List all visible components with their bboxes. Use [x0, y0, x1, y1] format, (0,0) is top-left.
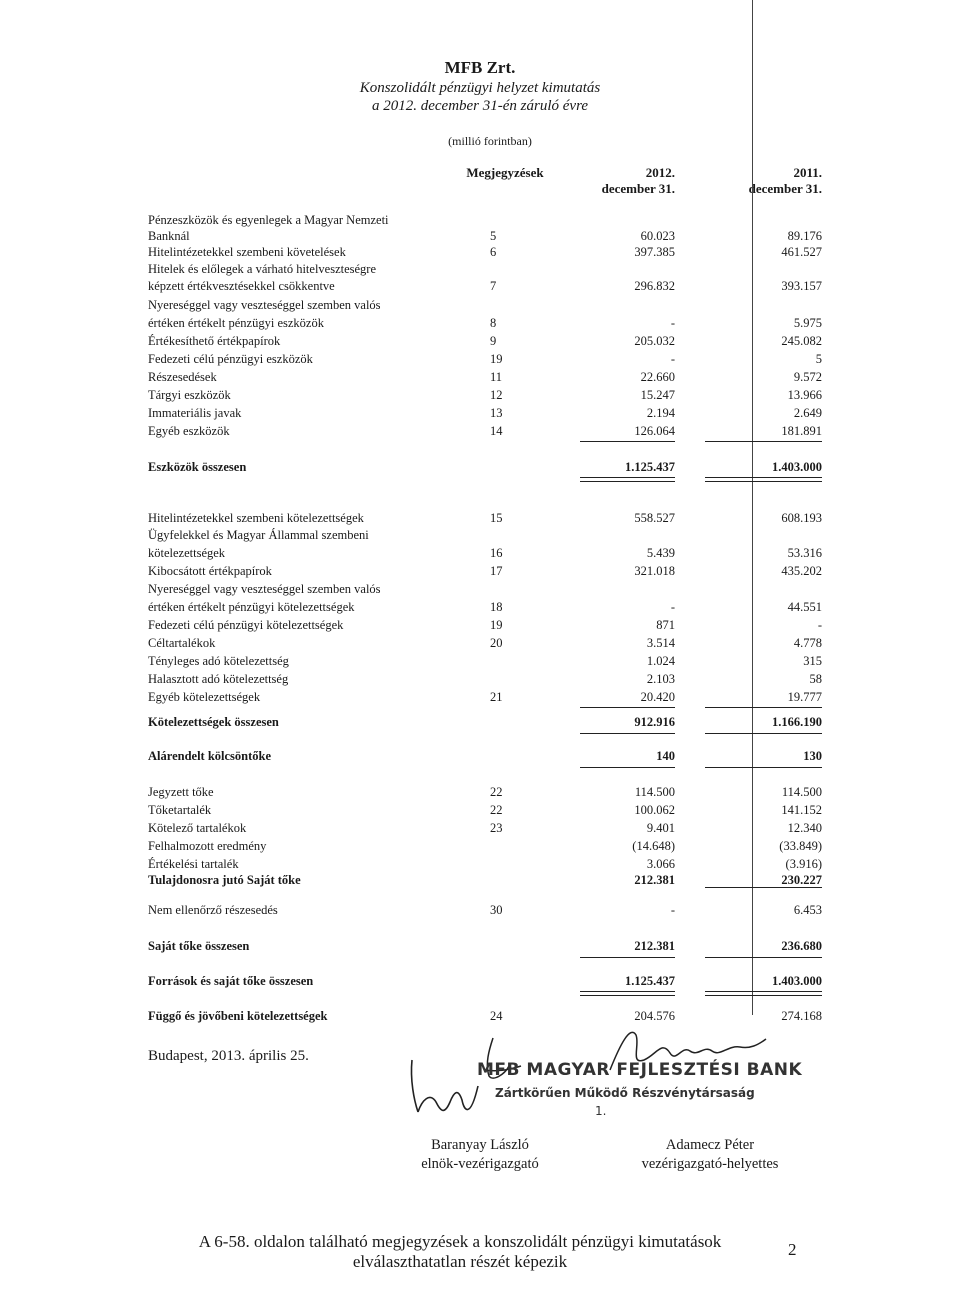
subtotal-rule [705, 707, 822, 708]
table-row: Tőketartalék 22 100.062 141.152 [148, 803, 822, 817]
table-row: Értékesíthető értékpapírok 9 205.032 245.082 [148, 334, 822, 348]
place-date: Budapest, 2013. április 25. [148, 1048, 309, 1064]
signatory-name: Adamecz Péter [665, 1137, 755, 1153]
total-row-assets: Eszközök összesen 1.125.437 1.403.000 [148, 460, 822, 474]
signatory-1 [380, 1136, 580, 1174]
table-row: Fedezeti célú pénzügyi kötelezettségek 19 871 - [148, 618, 822, 632]
row-subordinated-loan: Alárendelt kölcsöntőke 140 130 [148, 749, 822, 763]
page-number: 2 [788, 1240, 797, 1259]
statement-title: Konszolidált pénzügyi helyzet kimutatás [359, 80, 601, 96]
total-rule [580, 767, 675, 768]
stamp-number: 1. [595, 1104, 607, 1118]
table-row: Egyéb eszközök 14 126.064 181.891 [148, 424, 822, 438]
table-row: Értékelési tartalék 3.066 (3.916) [148, 857, 822, 871]
footer-line: elválaszthatatlan részét képezik [352, 1252, 568, 1271]
subtotal-rule [705, 441, 822, 442]
table-row: Kötelező tartalékok 23 9.401 12.340 [148, 821, 822, 835]
total-rule [580, 991, 675, 996]
total-rule [705, 991, 822, 996]
table-row: értéken értékelt pénzügyi eszközök 8 - 5.975 [148, 316, 822, 330]
table-row: értéken értékelt pénzügyi kötelezettségek 18 - 44.551 [148, 600, 822, 614]
row-contingent: Függő és jövőbeni kötelezettségek 24 204.576 274.168 [148, 1009, 822, 1023]
total-rule [705, 733, 822, 734]
signatory-2 [600, 1136, 820, 1174]
signatory-title: vezérigazgató-helyettes [641, 1156, 779, 1172]
total-row-liabilities: Kötelezettségek összesen 912.916 1.166.190 [148, 715, 822, 729]
total-rule [705, 767, 822, 768]
table-row: Pénzeszközök és egyenlegek a Magyar Nemzeti [148, 213, 389, 227]
table-row: Céltartalékok 20 3.514 4.778 [148, 636, 822, 650]
table-row: Hitelek és előlegek a várható hitelveszteségre [148, 262, 377, 276]
total-rule [580, 957, 675, 958]
table-row: Nyereséggel vagy veszteséggel szemben valós [148, 298, 381, 312]
table-row: Banknál 5 60.023 89.176 [148, 229, 822, 243]
table-row: Felhalmozott eredmény (14.648) (33.849) [148, 839, 822, 853]
table-row: Kibocsátott értékpapírok 17 321.018 435.202 [148, 564, 822, 578]
company-name: MFB Zrt. [444, 58, 516, 77]
col-header-2012: 2012. december 31. [601, 165, 675, 196]
table-row: Tárgyi eszközök 12 15.247 13.966 [148, 388, 822, 402]
table-row: képzett értékvesztésekkel csökkentve 7 296.832 393.157 [148, 279, 822, 293]
unit-note: (millió forintban) [448, 134, 532, 148]
total-rule [580, 477, 675, 482]
footer-line: A 6-58. oldalon található megjegyzések a konszolidált pénzügyi kimutatások [198, 1232, 722, 1251]
stamp-company-form: Zártkörűen Működő Részvénytársaság [495, 1086, 755, 1100]
total-rule [705, 957, 822, 958]
statement-period: a 2012. december 31-én záruló évre [371, 98, 589, 114]
subtotal-rule [580, 707, 675, 708]
table-row: Tényleges adó kötelezettség 1.024 315 [148, 654, 822, 668]
table-row: Nyereséggel vagy veszteséggel szemben valós [148, 582, 381, 596]
table-row: Egyéb kötelezettségek 21 20.420 19.777 [148, 690, 822, 704]
col-header-notes: Megjegyzések [466, 165, 544, 180]
subtotal-rule [580, 441, 675, 442]
stamp-bank-name: MFB MAGYAR FEJLESZTÉSI BANK [477, 1060, 803, 1080]
table-row: Jegyzett tőke 22 114.500 114.500 [148, 785, 822, 799]
subtotal-rule [705, 887, 822, 888]
total-rule [580, 733, 675, 734]
total-row-sources: Források és saját tőke összesen 1.125.437 1.403.000 [148, 974, 822, 988]
total-rule [705, 477, 822, 482]
table-row: Hitelintézetekkel szembeni kötelezettségek 15 558.527 608.193 [148, 511, 822, 525]
table-row: kötelezettségek 16 5.439 53.316 [148, 546, 822, 560]
table-row: Hitelintézetekkel szembeni követelések 6 397.385 461.527 [148, 245, 822, 259]
table-row: Ügyfelekkel és Magyar Állammal szembeni [148, 528, 369, 542]
row-owners-equity: Tulajdonosra jutó Saját tőke 212.381 230.227 [148, 873, 822, 887]
row-non-controlling: Nem ellenőrző részesedés 30 - 6.453 [148, 903, 822, 917]
signatory-title: elnök-vezérigazgató [421, 1156, 539, 1172]
table-row: Fedezeti célú pénzügyi eszközök 19 - 5 [148, 352, 822, 366]
table-row: Immateriális javak 13 2.194 2.649 [148, 406, 822, 420]
table-row: Részesedések 11 22.660 9.572 [148, 370, 822, 384]
signatory-name: Baranyay László [431, 1137, 529, 1153]
col-header-2011: 2011. december 31. [748, 165, 822, 196]
footer-note [160, 1232, 760, 1272]
table-row: Halasztott adó kötelezettség 2.103 58 [148, 672, 822, 686]
total-row-equity: Saját tőke összesen 212.381 236.680 [148, 939, 822, 953]
